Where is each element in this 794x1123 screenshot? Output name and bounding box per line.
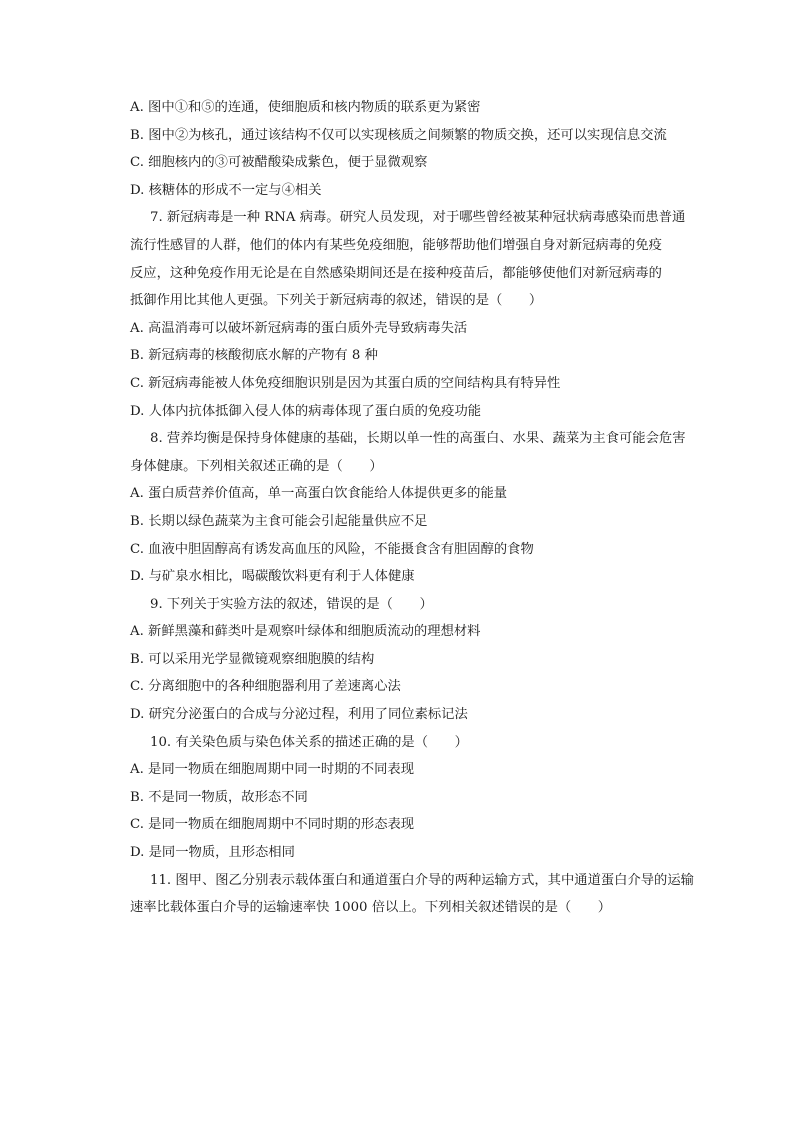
question-9-option-d: D. 研究分泌蛋白的合成与分泌过程，利用了同位素标记法 xyxy=(130,707,468,723)
question-6-option-b: B. 图中②为核孔，通过该结构不仅可以实现核质之间频繁的物质交换，还可以实现信息交流 xyxy=(130,127,667,143)
question-11-stem-line-1: 11. 图甲、图乙分别表示载体蛋白和通道蛋白介导的两种运输方式，其中通道蛋白介导的运输 xyxy=(150,872,694,888)
question-8-stem-line-2: 身体健康。下列相关叙述正确的是（ ） xyxy=(130,458,383,474)
question-11 xyxy=(130,867,696,922)
question-10-stem-line-1: 10. 有关染色质与染色体关系的描述正确的是（ ） xyxy=(150,734,468,750)
question-8-option-c: C. 血液中胆固醇高有诱发高血压的风险，不能摄食含有胆固醇的食物 xyxy=(130,541,534,557)
question-10-option-d: D. 是同一物质，且形态相同 xyxy=(130,845,295,861)
question-6-options xyxy=(130,94,696,204)
question-9-stem-line-1: 9. 下列关于实验方法的叙述，错误的是（ ） xyxy=(150,596,433,612)
question-8-option-b: B. 长期以绿色蔬菜为主食可能会引起能量供应不足 xyxy=(130,513,428,529)
question-7-stem-line-2: 流行性感冒的人群，他们的体内有某些免疫细胞，能够帮助他们增强自身对新冠病毒的免疫 xyxy=(130,237,662,253)
question-10 xyxy=(130,729,696,867)
question-7 xyxy=(130,204,696,425)
question-11-stem-line-2: 速率比载体蛋白介导的运输速率快 1000 倍以上。下列相关叙述错误的是（ ） xyxy=(130,900,612,916)
question-8 xyxy=(130,425,696,591)
question-10-option-b: B. 不是同一物质，故形态不同 xyxy=(130,789,308,805)
question-7-stem-line-4: 抵御作用比其他人更强。下列关于新冠病毒的叙述，错误的是（ ） xyxy=(130,293,543,309)
question-8-option-a: A. 蛋白质营养价值高，单一高蛋白饮食能给人体提供更多的能量 xyxy=(130,486,508,502)
question-9-option-b: B. 可以采用光学显微镜观察细胞膜的结构 xyxy=(130,651,375,667)
exam-content xyxy=(130,94,696,922)
question-8-stem-line-1: 8. 营养均衡是保持身体健康的基础，长期以单一性的高蛋白、水果、蔬菜为主食可能会危害 xyxy=(150,431,686,447)
question-6-option-d: D. 核糖体的形成不一定与④相关 xyxy=(130,182,322,198)
question-9-option-c: C. 分离细胞中的各种细胞器利用了差速离心法 xyxy=(130,679,401,695)
question-9 xyxy=(130,591,696,729)
question-10-option-c: C. 是同一物质在细胞周期中不同时期的形态表现 xyxy=(130,817,415,833)
question-7-option-b: B. 新冠病毒的核酸彻底水解的产物有 8 种 xyxy=(130,348,378,364)
question-7-stem-line-3: 反应，这种免疫作用无论是在自然感染期间还是在接种疫苗后，都能够使他们对新冠病毒的 xyxy=(130,265,662,281)
question-6-option-c: C. 细胞核内的③可被醋酸染成紫色，便于显微观察 xyxy=(130,155,428,171)
question-9-option-a: A. 新鲜黑藻和藓类叶是观察叶绿体和细胞质流动的理想材料 xyxy=(130,624,481,640)
question-8-option-d: D. 与矿泉水相比，喝碳酸饮料更有利于人体健康 xyxy=(130,569,415,585)
question-7-option-a: A. 高温消毒可以破坏新冠病毒的蛋白质外壳导致病毒失活 xyxy=(130,320,468,336)
question-7-option-d: D. 人体内抗体抵御入侵人体的病毒体现了蛋白质的免疫功能 xyxy=(130,403,482,419)
question-6-option-a: A. 图中①和⑤的连通，使细胞质和核内物质的联系更为紧密 xyxy=(130,100,481,115)
question-7-option-c: C. 新冠病毒能被人体免疫细胞识别是因为其蛋白质的空间结构具有特异性 xyxy=(130,375,561,391)
question-10-option-a: A. 是同一物质在细胞周期中同一时期的不同表现 xyxy=(130,762,414,778)
question-7-stem-line-1: 7. 新冠病毒是一种 RNA 病毒。研究人员发现，对于哪些曾经被某种冠状病毒感染而患普通 xyxy=(150,210,686,226)
